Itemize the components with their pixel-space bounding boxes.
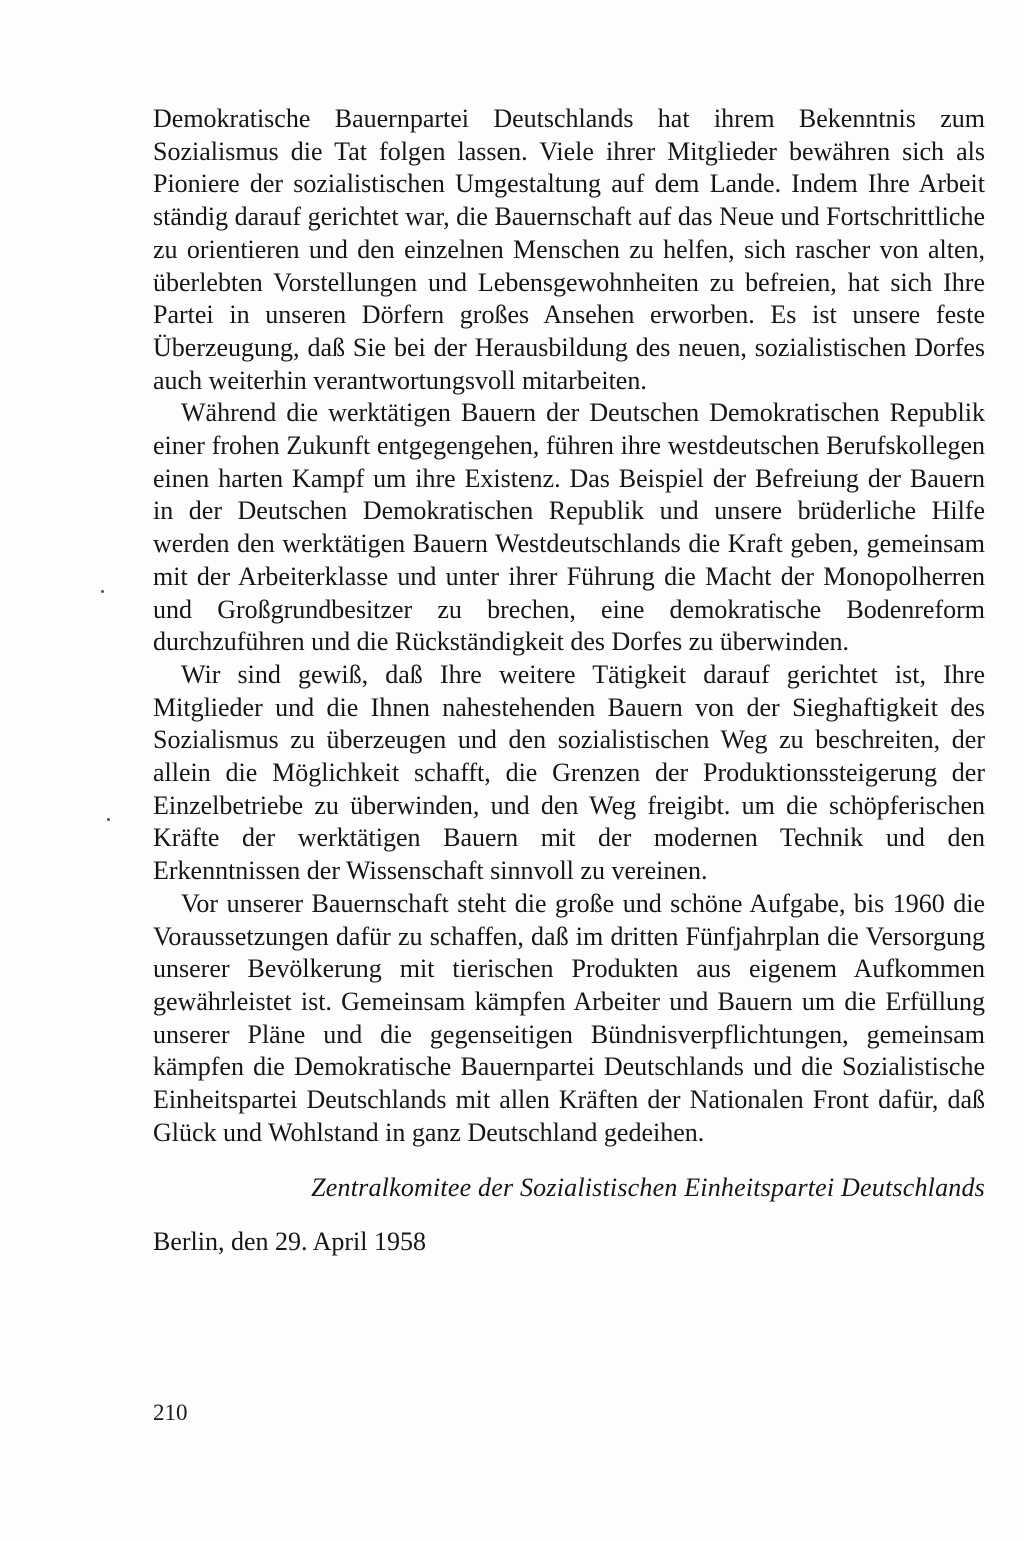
paragraph-3: Wir sind gewiß, daß Ihre weitere Tätigkeit darauf gerichtet ist, Ihre Mitglieder und die Ihnen nahestehenden Bauern von der Sieghaftigkeit des Sozialismus zu überzeugen und den sozialistischen Weg zu beschreiten, der allein die Möglichkeit schafft, die Grenzen der Produktionssteigerung der Einzelbetriebe zu überwinden, und den Weg freigibt. um die schöpferischen Kräfte der werktätigen Bauern mit der modernen Technik und den Erkenntnissen der Wissenschaft sinnvoll zu vereinen. xyxy=(153,659,985,886)
scan-speck xyxy=(101,590,104,593)
paragraph-2: Während die werktätigen Bauern der Deutschen Demokratischen Republik einer frohen Zukunft entgegengehen, führen ihre westdeutschen Berufskollegen einen harten Kampf um ihre Existenz. Das Beispiel der Befreiung der Bauern in der Deutschen Demokratischen Republik und unsere brüderliche Hilfe werden den werktätigen Bauern Westdeutschlands die Kraft geben, gemeinsam mit der Arbeiterklasse und unter ihrer Führung die Macht der Monopolherren und Großgrundbesitzer zu brechen, eine demokratische Bodenreform durchzuführen und die Rückständigkeit des Dorfes zu überwinden. xyxy=(153,398,985,657)
body-text xyxy=(153,103,985,1259)
page-number: 210 xyxy=(153,1400,188,1425)
paragraph-1: Demokratische Bauernpartei Deutschlands hat ihrem Bekenntnis zum Sozialismus die Tat folgen lassen. Viele ihrer Mitglieder bewähren sich als Pioniere der sozialistischen Umgestaltung auf dem Lande. Indem Ihre Arbeit ständig darauf gerichtet war, die Bauernschaft auf das Neue und Fortschrittliche zu orientieren und den einzelnen Menschen zu helfen, sich rascher von alten, überlebten Vorstellungen und Lebensgewohnheiten zu befreien, hat sich Ihre Partei in unseren Dörfern großes Ansehen erworben. Es ist unsere feste Überzeugung, daß Sie bei der Herausbildung des neuen, sozialistischen Dorfes auch weiterhin verantwortungsvoll mitarbeiten. xyxy=(153,104,985,395)
paragraph-4: Vor unserer Bauernschaft steht die große und schöne Aufgabe, bis 1960 die Voraussetzungen dafür zu schaffen, daß im dritten Fünfjahrplan die Versorgung unserer Bevölkerung mit tierischen Produkten aus eigenem Aufkommen gewährleistet ist. Gemeinsam kämpfen Arbeiter und Bauern um die Erfüllung unserer Pläne und die gegenseitigen Bündnisverpflichtungen, gemeinsam kämpfen die Demokratische Bauernpartei Deutschlands und die Sozialistische Einheitspartei Deutschlands mit allen Kräften der Nationalen Front dafür, daß Glück und Wohlstand in ganz Deutschland gedeihen. xyxy=(153,888,985,1147)
scan-speck xyxy=(107,818,110,821)
signature: Zentralkomitee der Sozialistischen Einheitspartei Deutschlands xyxy=(311,1172,985,1202)
dateline: Berlin, den 29. April 1958 xyxy=(153,1227,426,1257)
